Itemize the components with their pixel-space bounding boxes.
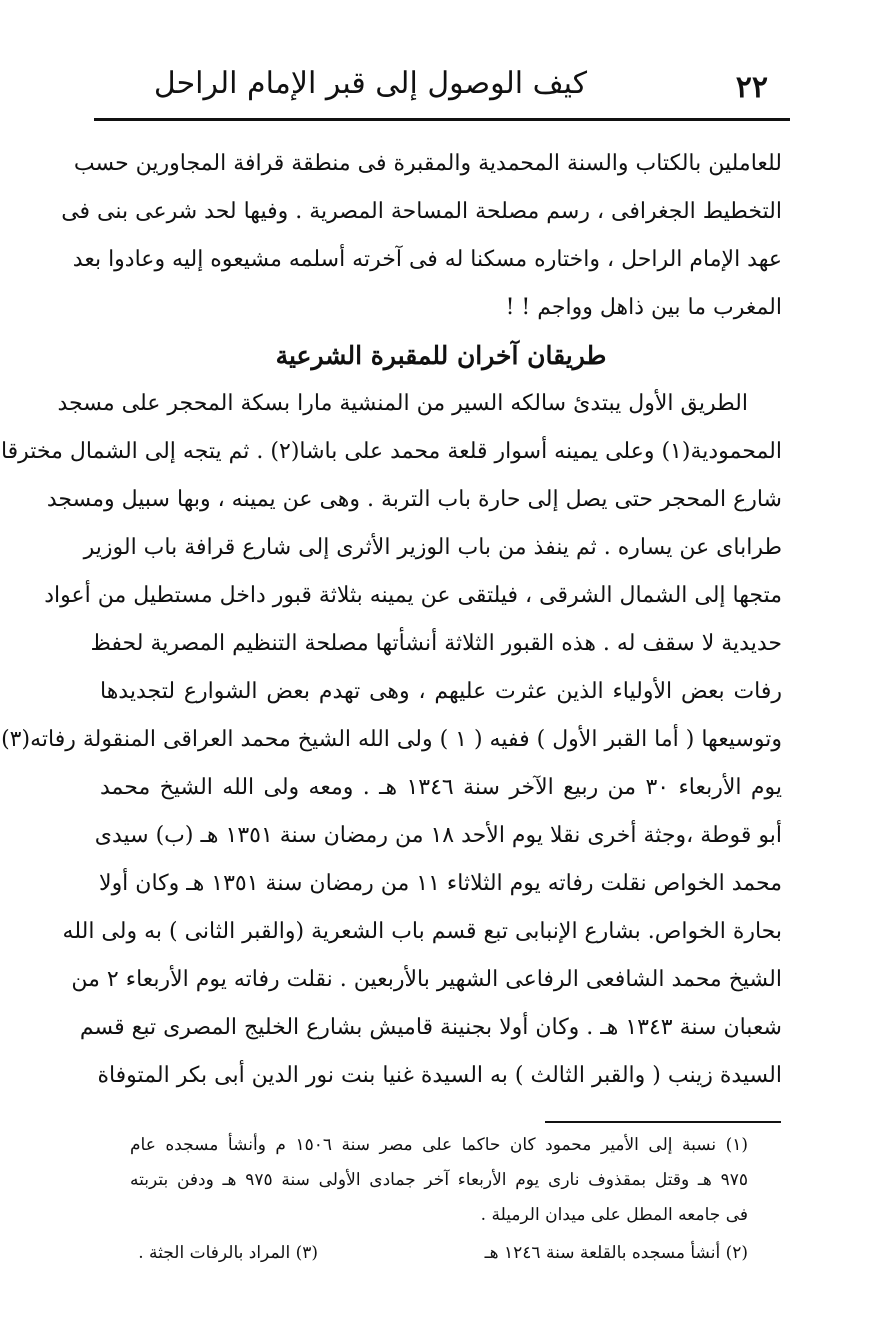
header-rule bbox=[94, 118, 790, 121]
section-line-14: شعبان سنة ١٣٤٣ هـ . وكان أولا بجنينة قاميش بشارع الخليج المصرى تبع قسم bbox=[79, 1015, 782, 1040]
footnote-1-line-2: ٩٧٥ هـ وقتل بمقذوف نارى يوم الأربعاء آخر جمادى الأولى سنة ٩٧٥ هـ ودفن بتربته bbox=[130, 1170, 748, 1190]
section-line-2: المحمودية(١) وعلى يمينه أسوار قلعة محمد على باشا(٢) . ثم يتجه إلى الشمال مخترقا bbox=[0, 439, 782, 464]
section-heading: طريقان آخران للمقبرة الشرعية bbox=[275, 341, 607, 370]
section-line-1: الطريق الأول يبتدئ سالكه السير من المنشية مارا بسكة المحجر على مسجد bbox=[57, 391, 748, 416]
section-line-8: وتوسيعها ( أما القبر الأول ) ففيه ( ١ ) ولى الله الشيخ محمد العراقى المنقولة رفاته(٣) bbox=[1, 727, 782, 752]
page-number: ٢٢ bbox=[735, 70, 768, 105]
section-line-15: السيدة زينب ( والقبر الثالث ) به السيدة غنيا بنت نور الدين أبى بكر المتوفاة bbox=[97, 1063, 782, 1088]
page-header bbox=[92, 62, 792, 106]
section-line-6: حديدية لا سقف له . هذه القبور الثلاثة أنشأتها مصلحة التنظيم المصرية لحفظ bbox=[90, 631, 782, 656]
section-line-12: بحارة الخواص. بشارع الإنبابى تبع قسم باب الشعرية (والقبر الثانى ) به ولى الله bbox=[62, 919, 782, 944]
footnote-3: (٣) المراد بالرفات الجثة . bbox=[138, 1243, 318, 1263]
running-title: كيف الوصول إلى قبر الإمام الراحل bbox=[153, 66, 587, 101]
footnotes bbox=[130, 1128, 748, 1273]
body-line-2: التخطيط الجغرافى ، رسم مصلحة المساحة المصرية . وفيها لحد شرعى بنى فى bbox=[61, 199, 782, 224]
footnote-1-line-3: فى جامعه المطل على ميدان الرميلة . bbox=[480, 1205, 748, 1225]
body-text bbox=[0, 140, 782, 1100]
footnote-1-line-1: (١) نسبة إلى الأمير محمود كان حاكما على مصر سنة ١٥٠٦ م وأنشأ مسجده عام bbox=[130, 1135, 749, 1155]
section-line-9: يوم الأربعاء ٣٠ من ربيع الآخر سنة ١٣٤٦ هـ . ومعه ولى الله الشيخ محمد bbox=[100, 775, 782, 800]
section-line-4: طراباى عن يساره . ثم ينفذ من باب الوزير الأثرى إلى شارع قرافة باب الوزير bbox=[83, 535, 782, 560]
footnote-rule bbox=[545, 1121, 781, 1123]
section-line-10: أبو قوطة ،وجثة أخرى نقلا يوم الأحد ١٨ من رمضان سنة ١٣٥١ هـ (ب) سيدى bbox=[94, 823, 782, 848]
section-line-13: الشيخ محمد الشافعى الرفاعى الشهير بالأربعين . نقلت رفاته يوم الأربعاء ٢ من bbox=[71, 967, 782, 992]
body-line-3: عهد الإمام الراحل ، واختاره مسكنا له فى آخرته أسلمه مشيعوه إليه وعادوا بعد bbox=[72, 247, 782, 272]
section-line-11: محمد الخواص نقلت رفاته يوم الثلاثاء ١١ من رمضان سنة ١٣٥١ هـ وكان أولا bbox=[99, 871, 782, 896]
footnotes-2-3-row bbox=[130, 1233, 748, 1273]
body-line-1: للعاملين بالكتاب والسنة المحمدية والمقبرة فى منطقة قرافة المجاورين حسب bbox=[73, 151, 782, 176]
body-line-4: المغرب ما بين ذاهل وواجم ! ! bbox=[505, 295, 782, 320]
section-line-7: رفات بعض الأولياء الذين عثرت عليهم ، وهى تهدم بعض الشوارع لتجديدها bbox=[100, 679, 782, 704]
footnote-2: (٢) أنشأ مسجده بالقلعة سنة ١٢٤٦ هـ bbox=[484, 1243, 748, 1263]
section-line-5: متجها إلى الشمال الشرقى ، فيلتقى عن يمينه بثلاثة قبور داخل مستطيل من أعواد bbox=[44, 583, 782, 608]
section-line-3: شارع المحجر حتى يصل إلى حارة باب التربة . وهى عن يمينه ، وبها سبيل ومسجد bbox=[46, 487, 782, 512]
